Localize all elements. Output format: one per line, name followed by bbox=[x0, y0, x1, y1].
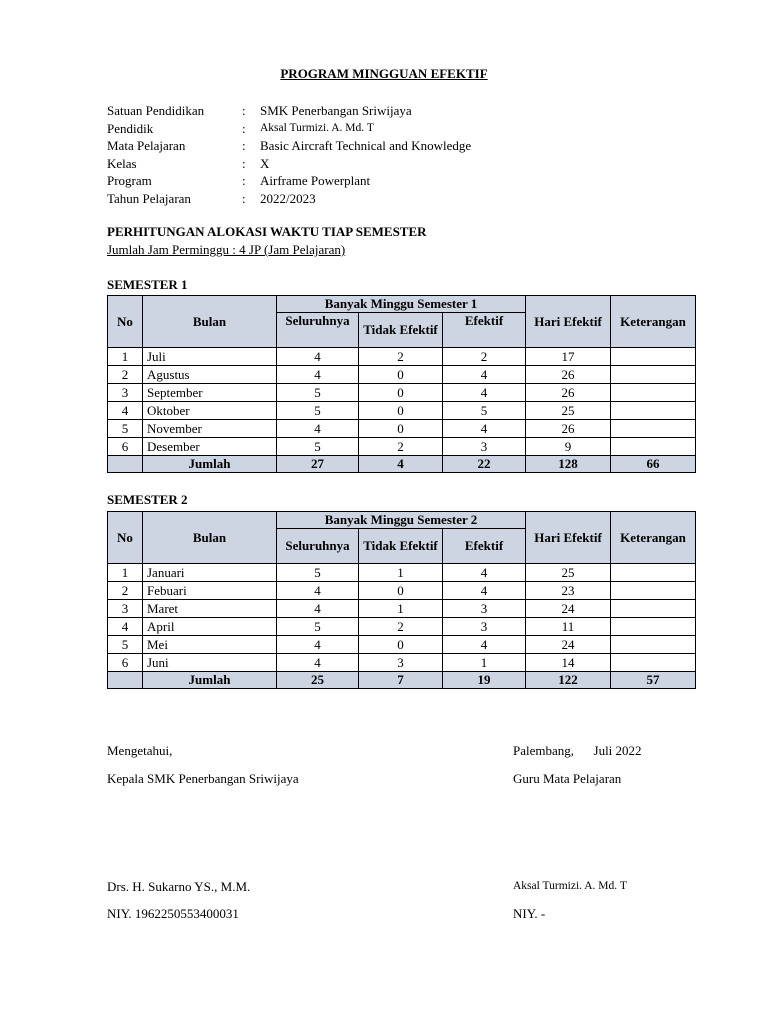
table-row bbox=[108, 600, 696, 618]
cell-efektif: 3 bbox=[443, 618, 526, 636]
header-hari-efektif: Hari Efektif bbox=[526, 296, 611, 348]
info-label: Program bbox=[107, 173, 152, 188]
total-seluruhnya: 27 bbox=[277, 456, 359, 473]
cell-hari-efektif: 24 bbox=[526, 600, 611, 618]
info-colon: : bbox=[242, 138, 246, 153]
info-colon: : bbox=[242, 103, 246, 118]
cell-seluruhnya: 5 bbox=[277, 564, 359, 582]
cell-seluruhnya: 4 bbox=[277, 636, 359, 654]
cell-efektif: 4 bbox=[443, 384, 526, 402]
header-efektif: Efektif bbox=[443, 313, 526, 348]
cell-seluruhnya: 4 bbox=[277, 366, 359, 384]
total-label: Jumlah bbox=[143, 456, 277, 473]
info-value: SMK Penerbangan Sriwijaya bbox=[260, 103, 412, 118]
cell-efektif: 3 bbox=[443, 438, 526, 456]
cell-no bbox=[108, 456, 143, 473]
info-value: X bbox=[260, 155, 270, 171]
cell-hari-efektif: 26 bbox=[526, 420, 611, 438]
cell-tidak-efektif: 1 bbox=[359, 600, 443, 618]
cell-keterangan bbox=[611, 384, 696, 402]
cell-hari-efektif: 25 bbox=[526, 402, 611, 420]
cell-no: 1 bbox=[108, 564, 143, 582]
cell-efektif: 4 bbox=[443, 582, 526, 600]
total-label: Jumlah bbox=[143, 672, 277, 689]
table-row bbox=[108, 402, 696, 420]
cell-seluruhnya: 4 bbox=[277, 600, 359, 618]
info-label: Mata Pelajaran bbox=[107, 138, 186, 153]
table-row bbox=[108, 654, 696, 672]
document-title: PROGRAM MINGGUAN EFEKTIF bbox=[280, 66, 488, 81]
total-tidak-efektif: 4 bbox=[359, 456, 443, 473]
cell-keterangan bbox=[611, 654, 696, 672]
cell-efektif: 2 bbox=[443, 348, 526, 366]
allocation-heading: PERHITUNGAN ALOKASI WAKTU TIAP SEMESTER bbox=[107, 224, 427, 239]
info-label: Kelas bbox=[107, 155, 137, 171]
cell-hari-efektif: 26 bbox=[526, 366, 611, 384]
table-row bbox=[108, 384, 696, 402]
info-value: Airframe Powerplant bbox=[260, 173, 371, 188]
header-group: Banyak Minggu Semester 1 bbox=[277, 296, 526, 313]
cell-bulan: Agustus bbox=[143, 366, 277, 384]
cell-bulan: Maret bbox=[143, 600, 277, 618]
cell-bulan: Desember bbox=[143, 438, 277, 456]
total-seluruhnya: 25 bbox=[277, 672, 359, 689]
total-row bbox=[108, 456, 696, 473]
header-hari-efektif: Hari Efektif bbox=[526, 512, 611, 564]
total-row bbox=[108, 672, 696, 689]
cell-keterangan bbox=[611, 582, 696, 600]
header-efektif: Efektif bbox=[443, 529, 526, 564]
info-row-kelas bbox=[107, 155, 471, 173]
table-row bbox=[108, 618, 696, 636]
cell-bulan: November bbox=[143, 420, 277, 438]
semester2-table bbox=[107, 511, 696, 689]
info-label: Satuan Pendidikan bbox=[107, 103, 205, 118]
info-label: Pendidik bbox=[107, 120, 154, 136]
cell-keterangan bbox=[611, 600, 696, 618]
total-keterangan: 57 bbox=[611, 672, 696, 689]
header-no: No bbox=[108, 296, 143, 348]
cell-no: 6 bbox=[108, 438, 143, 456]
cell-tidak-efektif: 0 bbox=[359, 420, 443, 438]
header-tidak-efektif: Tidak Efektif bbox=[359, 529, 443, 564]
cell-bulan: Febuari bbox=[143, 582, 277, 600]
cell-bulan: Juni bbox=[143, 654, 277, 672]
cell-tidak-efektif: 0 bbox=[359, 636, 443, 654]
info-row-satuan bbox=[107, 102, 471, 120]
table-row bbox=[108, 636, 696, 654]
allocation-subheading: Jumlah Jam Perminggu : 4 JP (Jam Pelajaran) bbox=[107, 242, 346, 257]
cell-efektif: 5 bbox=[443, 402, 526, 420]
cell-seluruhnya: 4 bbox=[277, 582, 359, 600]
total-efektif: 19 bbox=[443, 672, 526, 689]
cell-no: 4 bbox=[108, 402, 143, 420]
header-group: Banyak Minggu Semester 2 bbox=[277, 512, 526, 529]
info-label: Tahun Pelajaran bbox=[107, 190, 191, 206]
cell-bulan: Januari bbox=[143, 564, 277, 582]
cell-no: 2 bbox=[108, 366, 143, 384]
cell-tidak-efektif: 0 bbox=[359, 402, 443, 420]
header-tidak-efektif: Tidak Efektif bbox=[359, 313, 443, 348]
sig-right-id: NIY. - bbox=[513, 906, 546, 921]
semester2-title: SEMESTER 2 bbox=[107, 492, 188, 507]
cell-seluruhnya: 4 bbox=[277, 654, 359, 672]
table-row bbox=[108, 564, 696, 582]
cell-bulan: Oktober bbox=[143, 402, 277, 420]
cell-hari-efektif: 24 bbox=[526, 636, 611, 654]
cell-tidak-efektif: 2 bbox=[359, 438, 443, 456]
cell-efektif: 1 bbox=[443, 654, 526, 672]
cell-tidak-efektif: 2 bbox=[359, 348, 443, 366]
info-value: Aksal Turmizi. A. Md. T bbox=[260, 121, 374, 134]
cell-tidak-efektif: 1 bbox=[359, 564, 443, 582]
cell-seluruhnya: 4 bbox=[277, 420, 359, 438]
sig-place-date: Palembang, Juli 2022 bbox=[513, 743, 642, 758]
cell-tidak-efektif: 0 bbox=[359, 582, 443, 600]
info-colon: : bbox=[242, 173, 246, 188]
cell-no: 5 bbox=[108, 636, 143, 654]
sig-left-name: Drs. H. Sukarno YS., M.M. bbox=[107, 879, 251, 894]
cell-keterangan bbox=[611, 636, 696, 654]
cell-no: 1 bbox=[108, 348, 143, 366]
cell-hari-efektif: 9 bbox=[526, 438, 611, 456]
table-row bbox=[108, 348, 696, 366]
cell-tidak-efektif: 3 bbox=[359, 654, 443, 672]
cell-no: 2 bbox=[108, 582, 143, 600]
semester1-table bbox=[107, 295, 696, 473]
sig-right-role: Guru Mata Pelajaran bbox=[513, 771, 622, 786]
info-row-program bbox=[107, 172, 471, 190]
cell-no: 4 bbox=[108, 618, 143, 636]
total-efektif: 22 bbox=[443, 456, 526, 473]
header-seluruhnya: Seluruhnya bbox=[277, 529, 359, 564]
header-bulan: Bulan bbox=[143, 296, 277, 348]
info-value: Basic Aircraft Technical and Knowledge bbox=[260, 138, 472, 153]
cell-no: 6 bbox=[108, 654, 143, 672]
cell-hari-efektif: 14 bbox=[526, 654, 611, 672]
info-colon: : bbox=[242, 155, 246, 171]
cell-efektif: 4 bbox=[443, 636, 526, 654]
cell-tidak-efektif: 2 bbox=[359, 618, 443, 636]
cell-seluruhnya: 5 bbox=[277, 618, 359, 636]
cell-tidak-efektif: 0 bbox=[359, 384, 443, 402]
cell-no: 3 bbox=[108, 384, 143, 402]
cell-bulan: September bbox=[143, 384, 277, 402]
cell-bulan: Juli bbox=[143, 348, 277, 366]
total-hari-efektif: 128 bbox=[526, 456, 611, 473]
semester1-title: SEMESTER 1 bbox=[107, 277, 188, 292]
cell-no: 5 bbox=[108, 420, 143, 438]
cell-efektif: 4 bbox=[443, 366, 526, 384]
cell-efektif: 3 bbox=[443, 600, 526, 618]
cell-seluruhnya: 5 bbox=[277, 384, 359, 402]
cell-keterangan bbox=[611, 348, 696, 366]
cell-hari-efektif: 23 bbox=[526, 582, 611, 600]
cell-efektif: 4 bbox=[443, 420, 526, 438]
sig-right-name: Aksal Turmizi. A. Md. T bbox=[513, 880, 627, 892]
cell-hari-efektif: 25 bbox=[526, 564, 611, 582]
info-colon: : bbox=[242, 190, 246, 206]
sig-left-id: NIY. 1962250553400031 bbox=[107, 906, 239, 921]
total-tidak-efektif: 7 bbox=[359, 672, 443, 689]
header-no: No bbox=[108, 512, 143, 564]
cell-bulan: April bbox=[143, 618, 277, 636]
cell-efektif: 4 bbox=[443, 564, 526, 582]
cell-keterangan bbox=[611, 564, 696, 582]
info-row-tahun bbox=[107, 190, 471, 208]
info-colon: : bbox=[242, 120, 246, 136]
table-row bbox=[108, 438, 696, 456]
table-row bbox=[108, 366, 696, 384]
header-seluruhnya: Seluruhnya bbox=[277, 313, 359, 348]
header-bulan: Bulan bbox=[143, 512, 277, 564]
info-row-mapel bbox=[107, 137, 471, 155]
info-row-pendidik bbox=[107, 120, 471, 138]
cell-keterangan bbox=[611, 402, 696, 420]
cell-hari-efektif: 11 bbox=[526, 618, 611, 636]
cell-seluruhnya: 5 bbox=[277, 438, 359, 456]
header-keterangan: Keterangan bbox=[611, 296, 696, 348]
cell-keterangan bbox=[611, 366, 696, 384]
info-value: 2022/2023 bbox=[260, 190, 316, 206]
total-hari-efektif: 122 bbox=[526, 672, 611, 689]
cell-bulan: Mei bbox=[143, 636, 277, 654]
cell-keterangan bbox=[611, 438, 696, 456]
identity-info bbox=[107, 102, 471, 207]
cell-no bbox=[108, 672, 143, 689]
sig-left-role: Kepala SMK Penerbangan Sriwijaya bbox=[107, 771, 299, 786]
cell-keterangan bbox=[611, 618, 696, 636]
table-row bbox=[108, 582, 696, 600]
cell-no: 3 bbox=[108, 600, 143, 618]
cell-keterangan bbox=[611, 420, 696, 438]
cell-tidak-efektif: 0 bbox=[359, 366, 443, 384]
cell-seluruhnya: 5 bbox=[277, 402, 359, 420]
cell-hari-efektif: 17 bbox=[526, 348, 611, 366]
cell-hari-efektif: 26 bbox=[526, 384, 611, 402]
sig-left-label: Mengetahui, bbox=[107, 743, 173, 758]
table-row bbox=[108, 420, 696, 438]
cell-seluruhnya: 4 bbox=[277, 348, 359, 366]
total-keterangan: 66 bbox=[611, 456, 696, 473]
header-keterangan: Keterangan bbox=[611, 512, 696, 564]
